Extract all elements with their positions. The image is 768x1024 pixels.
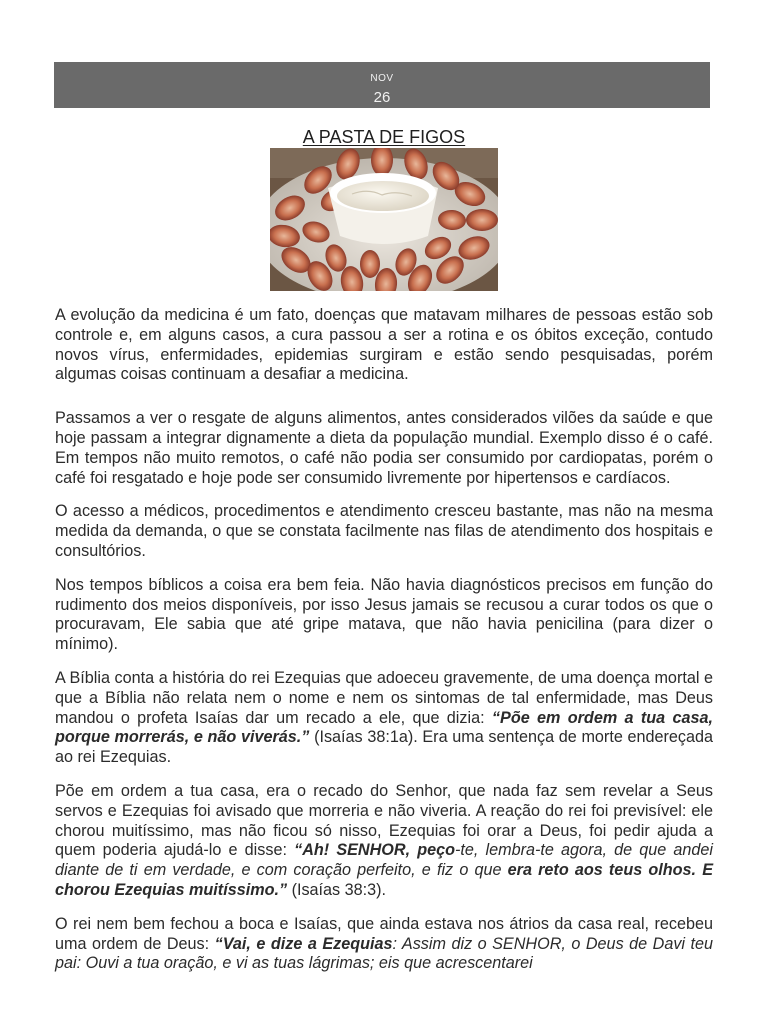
article-title: A PASTA DE FIGOS [302,127,466,147]
paragraph-7 [55,915,713,974]
paragraph-6 [55,782,713,901]
date-day: 26 [373,89,391,106]
bible-quote-isaias-38-1: “Põe em ordem a tua casa, porque morrerás, e não viverás.” [55,708,713,747]
paragraph-2: Passamos a ver o resgate de alguns alimentos, antes considerados vilões da saúde e que hoje passam a integrar dignamente a dieta da população mundial. Exemplo disso é o café. Em tempos não muito remotos, o café não podia ser consumido por cardiopatas, porém o café foi resgatado e hoje pode ser consumido livremente por hipertensos e cardíacos. [55,409,713,487]
paragraph-5-text-b: (Isaías 38:1a). Era uma sentença de morte endereçada ao rei Ezequias. [55,728,713,767]
figs-photo [270,148,498,291]
paragraph-7-text-a: O rei nem bem fechou a boca e Isaías, que ainda estava nos átrios da casa real, recebeu uma ordem de Deus: [55,914,713,953]
paragraph-5-text-a: A Bíblia conta a história do rei Ezequias que adoeceu gravemente, de uma doença mortal e que a Bíblia não relata nem o nome e nem os sintomas de tal enfermidade, mas Deus mandou o profeta Isaías dar um recado a ele, que dizia: [55,668,713,727]
date-banner [54,62,710,108]
paragraph-6-text-a: Põe em ordem a tua casa, era o recado do Senhor, que nada faz sem revelar a Seus servos e Ezequias foi avisado que morreria e não viveria. A reação do rei foi previsível: ele chorou muitíssimo, mas não ficou só nisso, Ezequias foi orar a Deus, foi pedir ajuda a quem poderia ajudá-lo e disse: [55,781,713,860]
bible-quote-isaias-38-3-part-1: “Ah! SENHOR, peço [294,841,455,860]
bible-quote-isaias-38-3-part-2: -te, lembra-te agora, de que andei diante de ti em verdade, e com coração perfeito, e fiz o que [55,841,714,880]
paragraph-3: O acesso a médicos, procedimentos e atendimento cresceu bastante, mas não na mesma medida da demanda, o que se constata facilmente nas filas de atendimento dos hospitais e consultórios. [55,502,713,560]
paragraph-1: A evolução da medicina é um fato, doenças que matavam milhares de pessoas estão sob controle e, em alguns casos, a cura passou a ser a rotina e os óbitos exceção, contudo novos vírus, enfermidades, epidemias surgiram e estão sendo pesquisadas, porém algumas coisas continuam a desafiar a medicina. [55,306,713,384]
paragraph-4: Nos tempos bíblicos a coisa era bem feia. Não havia diagnósticos precisos em função do rudimento dos meios disponíveis, por isso Jesus jamais se recusou a curar todos os que o procuravam, Ele sabia que até gripe matava, que não havia penicilina (para dizer o mínimo). [55,575,713,654]
bible-quote-isaias-part-1: “Vai, e dize a Ezequias [214,934,393,953]
bible-quote-isaias-part-2: : Assim diz o SENHOR, o Deus de Davi teu pai: Ouvi a tua oração, e vi as tuas lágrimas; eis que acrescentarei [55,934,714,973]
article-body [55,306,713,988]
paragraph-6-text-b: (Isaías 38:3). [287,880,387,899]
bible-quote-isaias-38-3-part-3: era reto aos teus olhos. E chorou Ezequias muitíssimo.” [55,861,713,899]
paragraph-5 [55,669,713,768]
date-month: NOV [370,73,394,84]
